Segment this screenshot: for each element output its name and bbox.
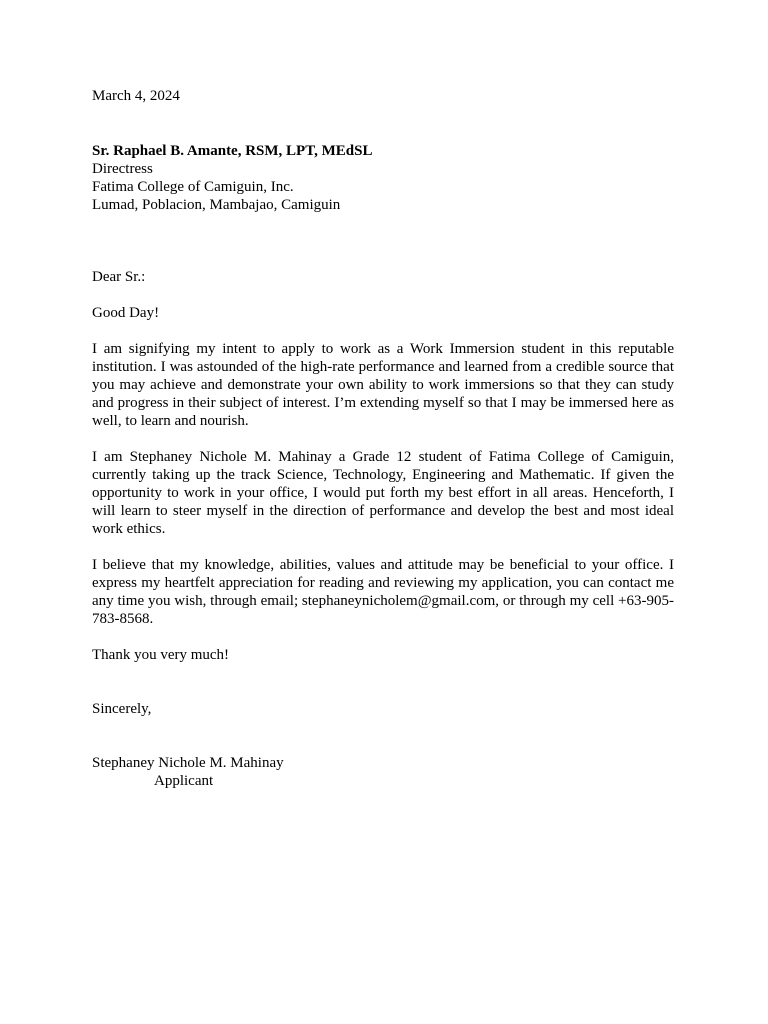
letter-date: March 4, 2024 <box>92 88 180 104</box>
recipient-block <box>92 142 674 214</box>
salutation: Dear Sr.: <box>92 269 146 285</box>
closing-line: Sincerely, <box>92 701 152 717</box>
recipient-address: Lumad, Poblacion, Mambajao, Camiguin <box>92 197 341 213</box>
recipient-organization: Fatima College of Camiguin, Inc. <box>92 179 294 195</box>
letter-page <box>92 87 674 790</box>
recipient-title: Directress <box>92 161 153 177</box>
signer-title: Applicant <box>154 773 214 789</box>
body-paragraph-2: I am Stephaney Nichole M. Mahinay a Grade 12 student of Fatima College of Camiguin, currently taking up the track Science, Technology, Engineering and Mathematic. If given the opportunity to work in your office, I would put forth my best effort in all areas. Henceforth, I will learn to steer myself in the direction of performance and develop the best and most ideal work ethics. <box>92 449 674 537</box>
body-paragraph-1: I am signifying my intent to apply to work as a Work Immersion student in this reputable institution. I was astounded of the high-rate performance and learned from a credible source that you may achieve and demonstrate your own ability to work immersions so that they can study and progress in their subject of interest. I’m extending myself so that I may be immersed here as well, to learn and nourish. <box>92 341 674 429</box>
greeting: Good Day! <box>92 305 160 321</box>
signature-block <box>92 754 674 790</box>
body-paragraph-3: I believe that my knowledge, abilities, values and attitude may be beneficial to your office. I express my heartfelt appreciation for reading and reviewing my application, you can contact me any time you wish, through email; stephaneynicholem@gmail.com, or through my cell +63-905-783-8568. <box>92 557 674 627</box>
thanks-line: Thank you very much! <box>92 647 230 663</box>
recipient-name: Sr. Raphael B. Amante, RSM, LPT, MEdSL <box>92 143 373 159</box>
signer-name: Stephaney Nichole M. Mahinay <box>92 755 284 771</box>
